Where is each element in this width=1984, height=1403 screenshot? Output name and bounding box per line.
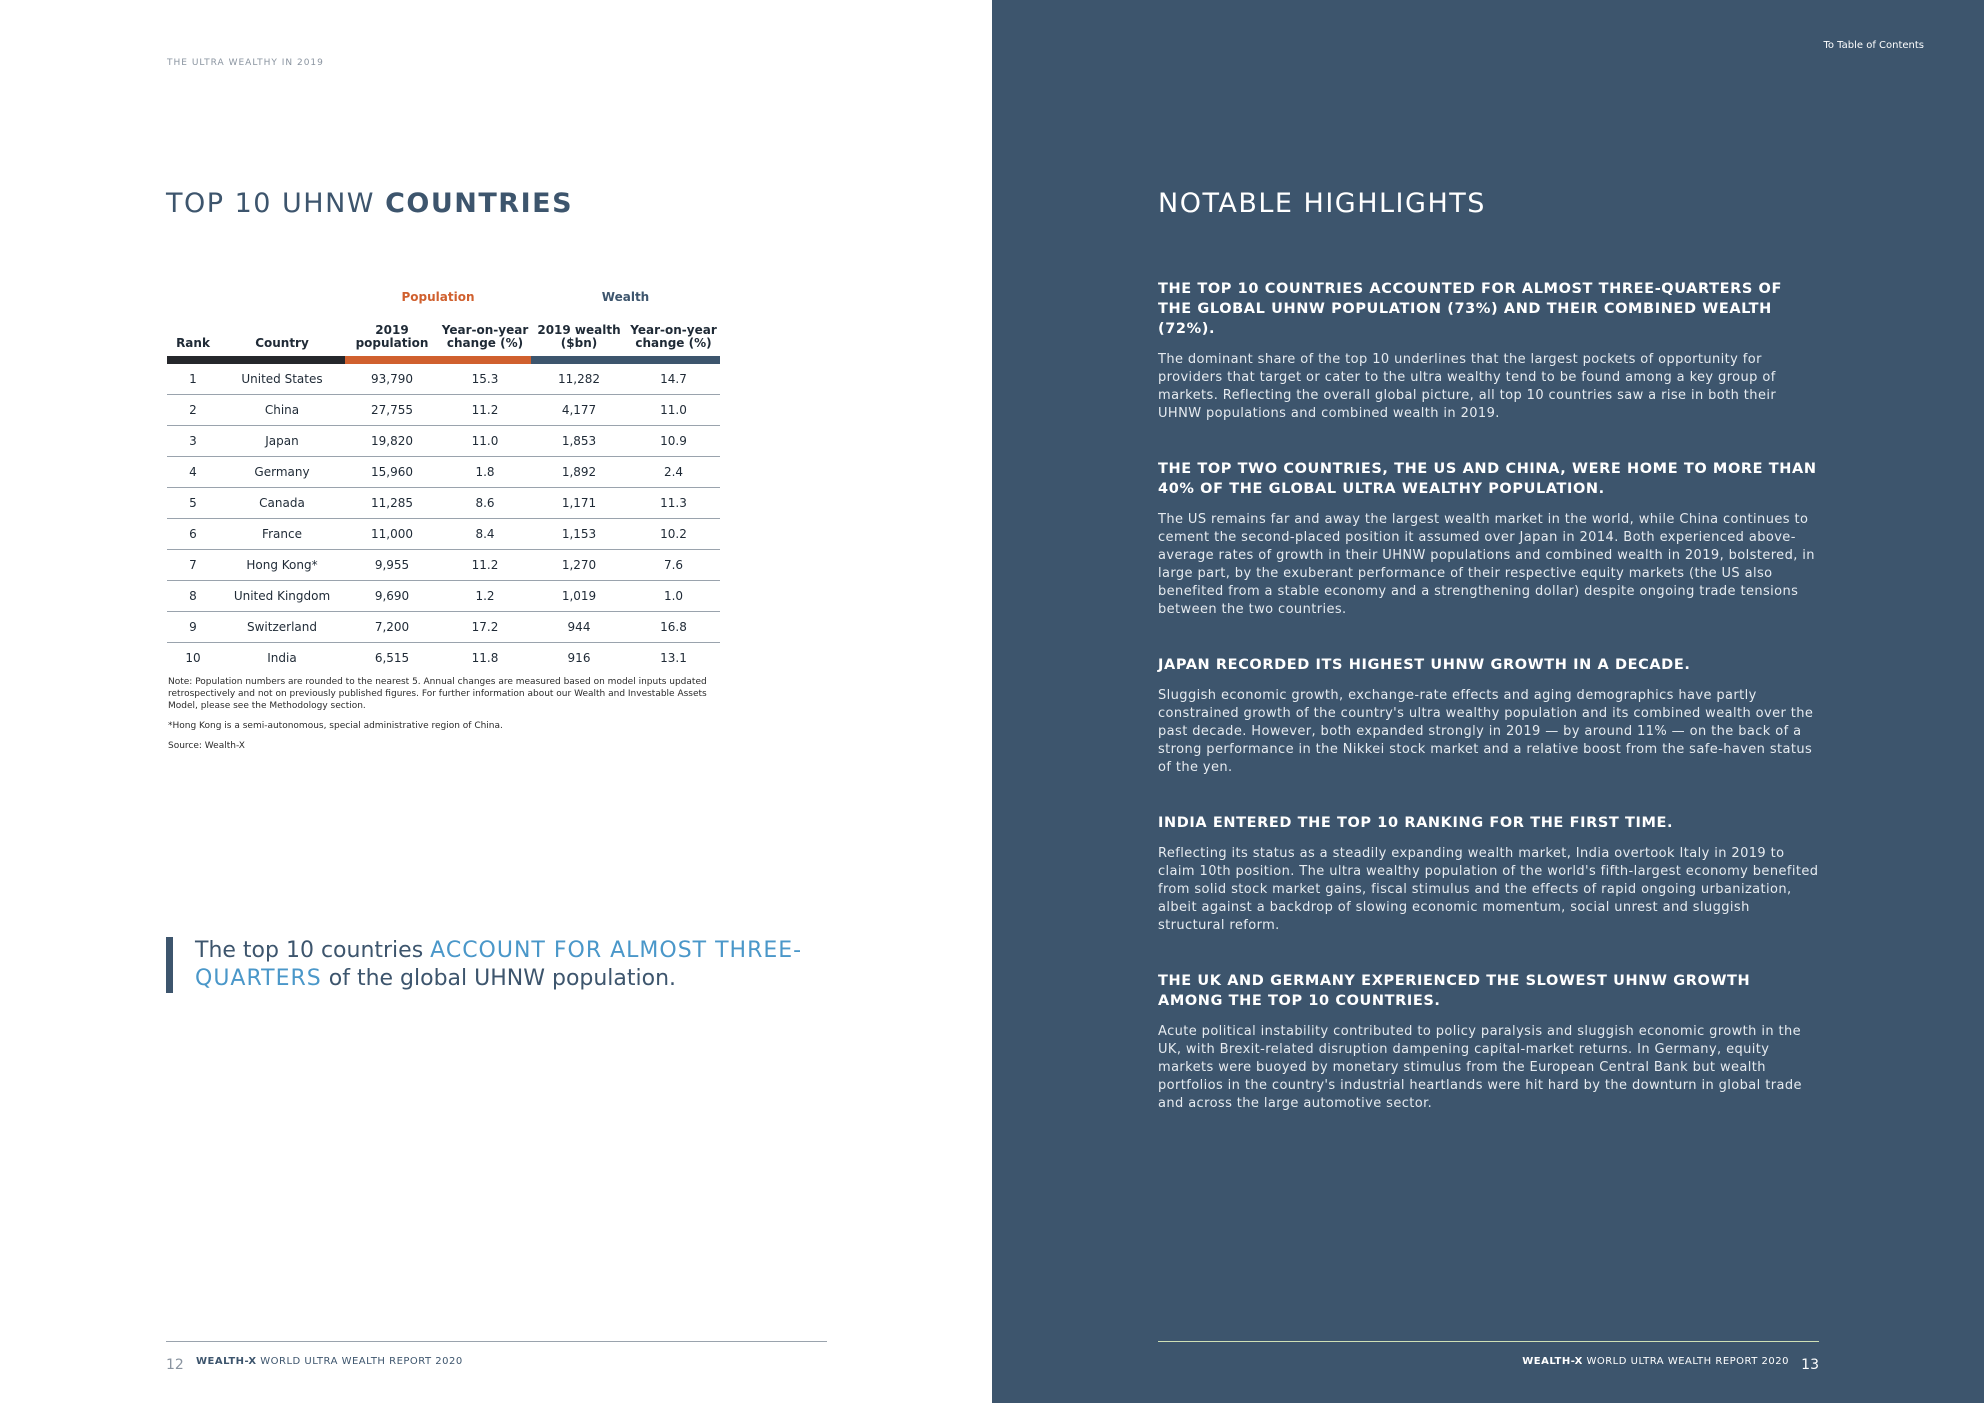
color-bar-wealth	[531, 356, 720, 364]
highlight-item	[1158, 971, 1820, 1113]
cell-wealth-change: 1.0	[663, 589, 684, 603]
cell-population: 19,820	[371, 434, 413, 448]
page-number: 12	[166, 1357, 184, 1373]
highlight-body: Sluggish economic growth, exchange-rate effects and aging demographics have partly constrained growth of the country's ultra wealthy population and its combined wealth over the past decade. However, both expanded strongly in 2019 — by around 11% — on the back of a strong performance in the Nikkei stock market and a relative boost from the safe-haven status of the yen.	[1158, 688, 1814, 775]
cell-rank: 10	[185, 651, 201, 665]
table-row	[167, 364, 720, 395]
cell-wealth-change: 16.8	[660, 620, 687, 634]
header-wealth-change: Year-on-year change (%)	[630, 323, 717, 350]
cell-wealth-change: 2.4	[663, 465, 684, 479]
cell-country: China	[264, 403, 300, 417]
footer-report-title	[196, 1356, 463, 1367]
table-header-color-bar	[167, 356, 720, 364]
cell-rank: 5	[189, 496, 197, 510]
table-column-headers	[167, 316, 720, 356]
cell-rank: 8	[189, 589, 197, 603]
cell-population-change: 17.2	[471, 620, 499, 634]
cell-population: 9,955	[374, 558, 410, 572]
cell-population: 15,960	[371, 465, 413, 479]
cell-country: Switzerland	[247, 620, 317, 634]
cell-population-change: 11.0	[471, 434, 499, 448]
group-wealth-label: Wealth	[601, 290, 650, 304]
highlight-heading: THE UK AND GERMANY EXPERIENCED THE SLOWEST UHNW GROWTH AMONG THE TOP 10 COUNTRIES.	[1158, 973, 1751, 1009]
cell-population: 11,285	[371, 496, 413, 510]
table-of-contents-link[interactable]: To Table of Contents	[1823, 40, 1924, 51]
page-title-top10	[166, 188, 573, 219]
hong-kong-note: *Hong Kong is a semi-autonomous, special administrative region of China.	[168, 721, 503, 731]
pull-quote-part1: The top 10 countries	[195, 938, 431, 963]
table-group-header	[167, 288, 720, 316]
table-row	[167, 395, 720, 426]
cell-country: United States	[241, 372, 323, 386]
uhnw-countries-table	[167, 288, 720, 673]
cell-wealth: 916	[567, 651, 591, 665]
cell-wealth: 1,853	[561, 434, 597, 448]
cell-population: 93,790	[371, 372, 413, 386]
highlight-body: Acute political instability contributed to policy paralysis and sluggish economic growth in the UK, with Brexit-related disruption dampening capital-market returns. In Germany, equity markets were buoyed by monetary stimulus from the European Central Bank but wealth portfolios in the country's industrial heartlands were hit hard by the downturn in global trade and across the large automotive sector.	[1158, 1024, 1802, 1111]
cell-wealth: 1,019	[561, 589, 597, 603]
footer-brand: WEALTH-X	[1522, 1356, 1583, 1367]
cell-population: 27,755	[371, 403, 413, 417]
highlight-body: Reflecting its status as a steadily expanding wealth market, India overtook Italy in 2019 to claim 10th position. The ultra wealthy population of the world's fifth-largest economy benefited from solid stock market gains, fiscal stimulus and the effects of rapid ongoing urbanization, albeit against a backdrop of slowing economic momentum, social unrest and sluggish structural reform.	[1158, 846, 1819, 933]
cell-rank: 6	[189, 527, 197, 541]
source-note: Source: Wealth-X	[168, 741, 245, 751]
header-population-2019: 2019 population	[355, 323, 429, 350]
cell-population-change: 11.2	[471, 558, 499, 572]
cell-wealth: 1,153	[561, 527, 597, 541]
cell-population: 6,515	[374, 651, 410, 665]
footer-title-text: WORLD ULTRA WEALTH REPORT 2020	[256, 1356, 463, 1367]
cell-wealth-change: 13.1	[660, 651, 687, 665]
cell-wealth-change: 11.0	[660, 403, 687, 417]
cell-wealth: 4,177	[561, 403, 597, 417]
pull-quote-highlight: ACCOUNT FOR ALMOST THREE-QUARTERS	[195, 938, 803, 991]
footer-divider	[1158, 1341, 1819, 1342]
methodology-note: Note: Population numbers are rounded to the nearest 5. Annual changes are measured based on model inputs updated retrospectively and not on previously published figures. For further information about our Wealth and Investable Assets Model, please see the Methodology section.	[168, 677, 707, 711]
cell-country: Hong Kong*	[246, 558, 318, 572]
footer-brand: WEALTH-X	[196, 1356, 257, 1367]
cell-wealth-change: 14.7	[660, 372, 687, 386]
cell-population-change: 1.8	[475, 465, 495, 479]
cell-rank: 2	[189, 403, 197, 417]
table-row	[167, 488, 720, 519]
cell-rank: 9	[189, 620, 197, 634]
running-header: THE ULTRA WEALTHY IN 2019	[167, 58, 324, 68]
table-row	[167, 457, 720, 488]
header-country: Country	[255, 336, 309, 350]
highlight-item	[1158, 655, 1820, 777]
group-population-label: Population	[401, 290, 475, 304]
cell-wealth-change: 7.6	[663, 558, 684, 572]
header-rank: Rank	[176, 336, 210, 350]
cell-wealth: 11,282	[558, 372, 600, 386]
cell-rank: 4	[189, 465, 197, 479]
highlight-heading: JAPAN RECORDED ITS HIGHEST UHNW GROWTH IN A DECADE.	[1158, 657, 1691, 673]
highlight-item	[1158, 813, 1820, 935]
highlight-body: The dominant share of the top 10 underlines that the largest pockets of opportunity for providers that target or cater to the ultra wealthy tend to be found among a key group of markets. Reflecting the overall global picture, all top 10 countries saw a rise in both their UHNW populations and combined wealth in 2019.	[1158, 352, 1777, 421]
highlight-heading: THE TOP TWO COUNTRIES, THE US AND CHINA, WERE HOME TO MORE THAN 40% OF THE GLOBAL ULTRA WEALTHY POPULATION.	[1158, 461, 1817, 497]
footer-report-title	[1522, 1356, 1789, 1367]
highlights-list	[1158, 279, 1820, 1149]
color-bar-population	[345, 356, 531, 364]
cell-population-change: 11.8	[471, 651, 499, 665]
cell-rank: 1	[189, 372, 197, 386]
cell-country: Germany	[254, 465, 310, 479]
cell-population: 11,000	[371, 527, 413, 541]
header-wealth-2019: 2019 wealth ($bn)	[537, 323, 621, 350]
pull-quote-part2: of the global UHNW population.	[321, 966, 677, 991]
pull-quote	[166, 937, 835, 993]
cell-population-change: 15.3	[471, 372, 499, 386]
table-row	[167, 426, 720, 457]
cell-population-change: 8.6	[475, 496, 495, 510]
highlight-heading: THE TOP 10 COUNTRIES ACCOUNTED FOR ALMOST THREE-QUARTERS OF THE GLOBAL UHNW POPULATION (73%) AND THEIR COMBINED WEALTH (72%).	[1158, 281, 1782, 337]
highlight-item	[1158, 459, 1820, 619]
color-bar-dark	[167, 356, 345, 364]
cell-wealth: 1,171	[561, 496, 597, 510]
highlight-body: The US remains far and away the largest wealth market in the world, while China continues to cement the second-placed position it assumed over Japan in 2014. Both experienced above-average rates of growth in their UHNW populations and combined wealth in 2019, bolstered, in large part, by the exuberant performance of their respective equity markets (the US also benefited from a stable economy and a strengthening dollar) despite ongoing trade tensions between the two countries.	[1158, 512, 1815, 617]
cell-population-change: 11.2	[471, 403, 499, 417]
cell-wealth: 1,270	[561, 558, 597, 572]
cell-country: France	[262, 527, 302, 541]
footer-title-text: WORLD ULTRA WEALTH REPORT 2020	[1582, 1356, 1789, 1367]
cell-rank: 3	[189, 434, 197, 448]
cell-country: Japan	[265, 434, 299, 448]
cell-wealth: 1,892	[561, 465, 597, 479]
table-body	[167, 364, 720, 673]
cell-population-change: 1.2	[475, 589, 495, 603]
cell-rank: 7	[189, 558, 197, 572]
highlight-item	[1158, 279, 1820, 423]
cell-population-change: 8.4	[475, 527, 495, 541]
cell-wealth-change: 10.2	[660, 527, 687, 541]
cell-population: 9,690	[374, 589, 410, 603]
table-row	[167, 519, 720, 550]
header-population-change: Year-on-year change (%)	[441, 323, 529, 350]
table-row	[167, 581, 720, 612]
cell-wealth: 944	[567, 620, 591, 634]
title-regular: TOP 10 UHNW	[166, 188, 386, 219]
right-page	[992, 0, 1984, 1403]
highlight-heading: INDIA ENTERED THE TOP 10 RANKING FOR THE FIRST TIME.	[1158, 815, 1674, 831]
cell-country: Canada	[259, 496, 305, 510]
table-row	[167, 612, 720, 643]
title-bold: COUNTRIES	[385, 188, 574, 219]
cell-country: United Kingdom	[233, 589, 331, 603]
cell-population: 7,200	[374, 620, 410, 634]
cell-wealth-change: 10.9	[660, 434, 687, 448]
cell-wealth-change: 11.3	[660, 496, 687, 510]
table-row	[167, 550, 720, 581]
table-notes	[168, 676, 728, 760]
cell-country: India	[267, 651, 297, 665]
page-title-highlights: NOTABLE HIGHLIGHTS	[1158, 188, 1486, 219]
table-row	[167, 643, 720, 673]
page-number: 13	[1801, 1357, 1819, 1373]
footer-divider	[166, 1341, 827, 1342]
